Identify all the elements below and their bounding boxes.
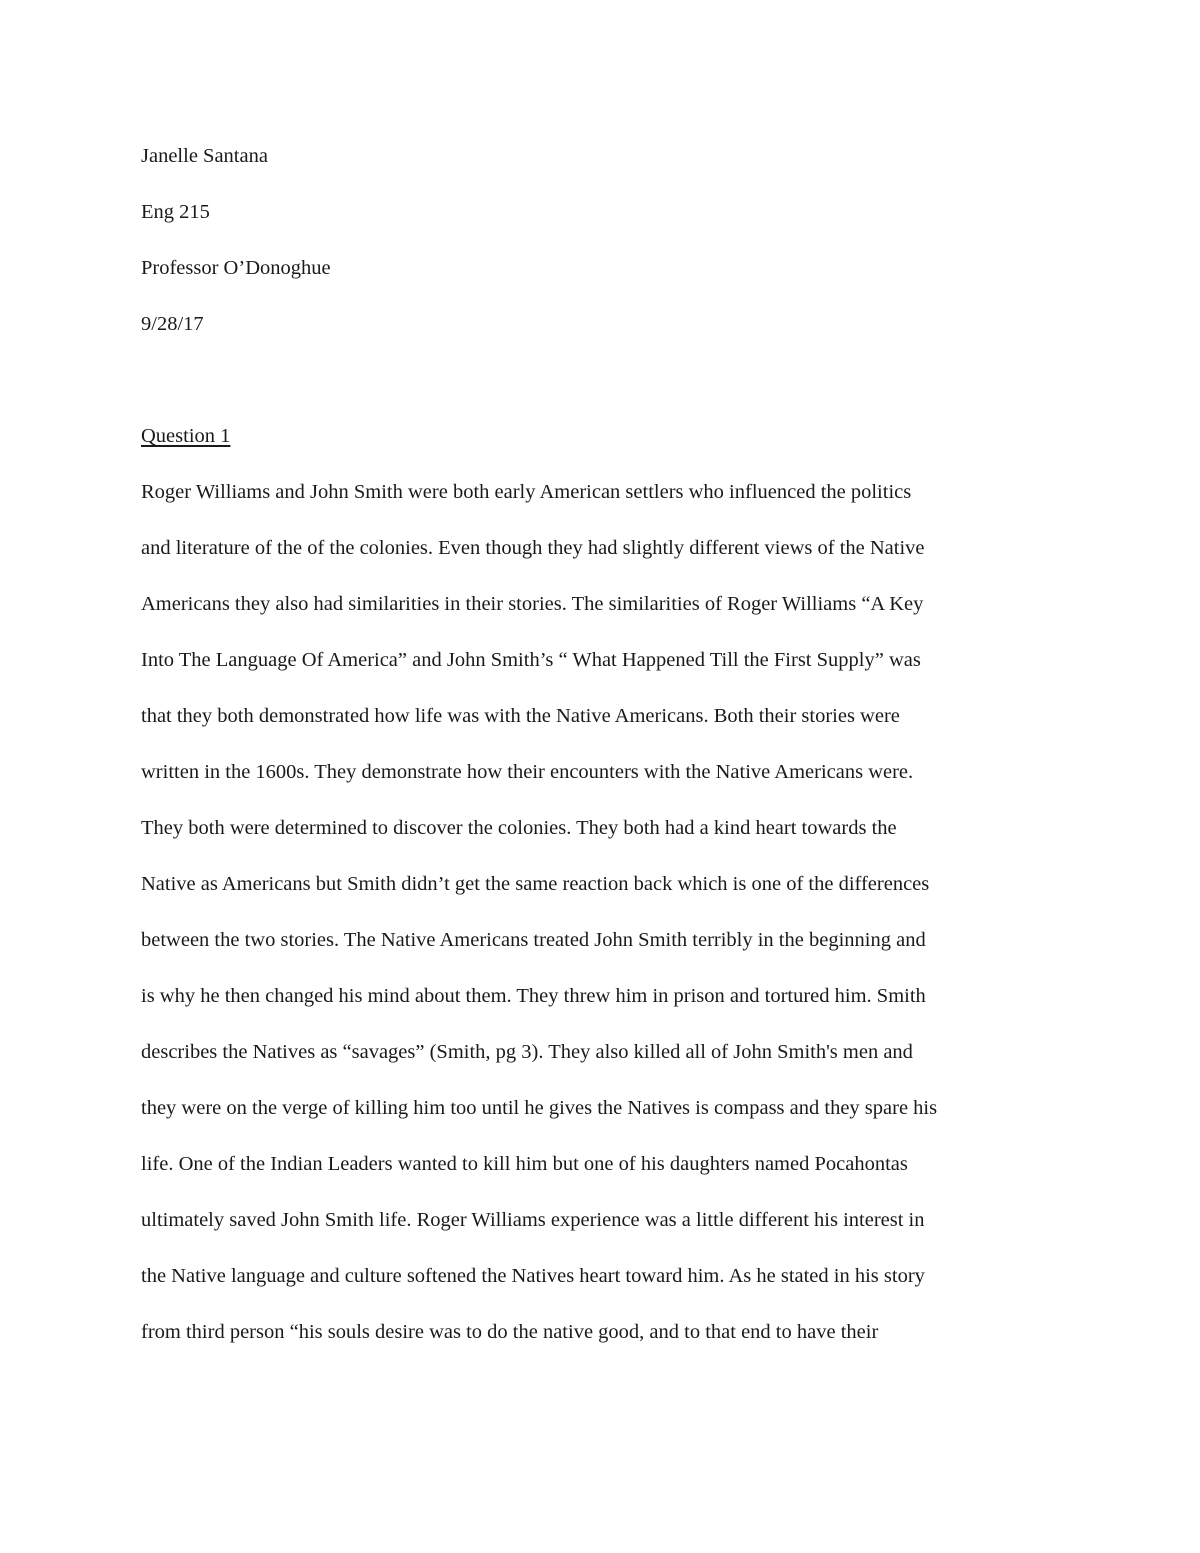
body-line: the Native language and culture softened the Natives heart toward him. As he stated in his story	[141, 1265, 925, 1287]
body-line: Native as Americans but Smith didn’t get the same reaction back which is one of the differences	[141, 873, 930, 895]
body-line: ultimately saved John Smith life. Roger Williams experience was a little different his interest in	[141, 1209, 925, 1231]
author-name: Janelle Santana	[141, 145, 268, 167]
body-line: Americans they also had similarities in their stories. The similarities of Roger Williams “A Key	[141, 593, 924, 615]
body-line: Into The Language Of America” and John Smith’s “ What Happened Till the First Supply” was	[141, 649, 921, 671]
body-line: and literature of the of the colonies. Even though they had slightly different views of the Native	[141, 537, 925, 559]
body-line: written in the 1600s. They demonstrate how their encounters with the Native Americans were.	[141, 761, 914, 783]
body-line: that they both demonstrated how life was with the Native Americans. Both their stories were	[141, 705, 900, 727]
body-line: from third person “his souls desire was to do the native good, and to that end to have their	[141, 1321, 879, 1343]
body-line: between the two stories. The Native Americans treated John Smith terribly in the beginning and	[141, 929, 926, 951]
body-line: life. One of the Indian Leaders wanted to kill him but one of his daughters named Pocahontas	[141, 1153, 908, 1175]
document-date: 9/28/17	[141, 313, 204, 335]
body-line: they were on the verge of killing him too until he gives the Natives is compass and they spare his	[141, 1097, 938, 1119]
body-line: is why he then changed his mind about them. They threw him in prison and tortured him. Smith	[141, 985, 926, 1007]
professor-name: Professor O’Donoghue	[141, 257, 331, 279]
body-line: Roger Williams and John Smith were both early American settlers who influenced the politics	[141, 481, 912, 503]
body-line: They both were determined to discover the colonies. They both had a kind heart towards the	[141, 817, 897, 839]
course-name: Eng 215	[141, 201, 210, 223]
body-line: describes the Natives as “savages” (Smith, pg 3). They also killed all of John Smith's men and	[141, 1041, 913, 1063]
section-heading: Question 1	[141, 425, 231, 447]
